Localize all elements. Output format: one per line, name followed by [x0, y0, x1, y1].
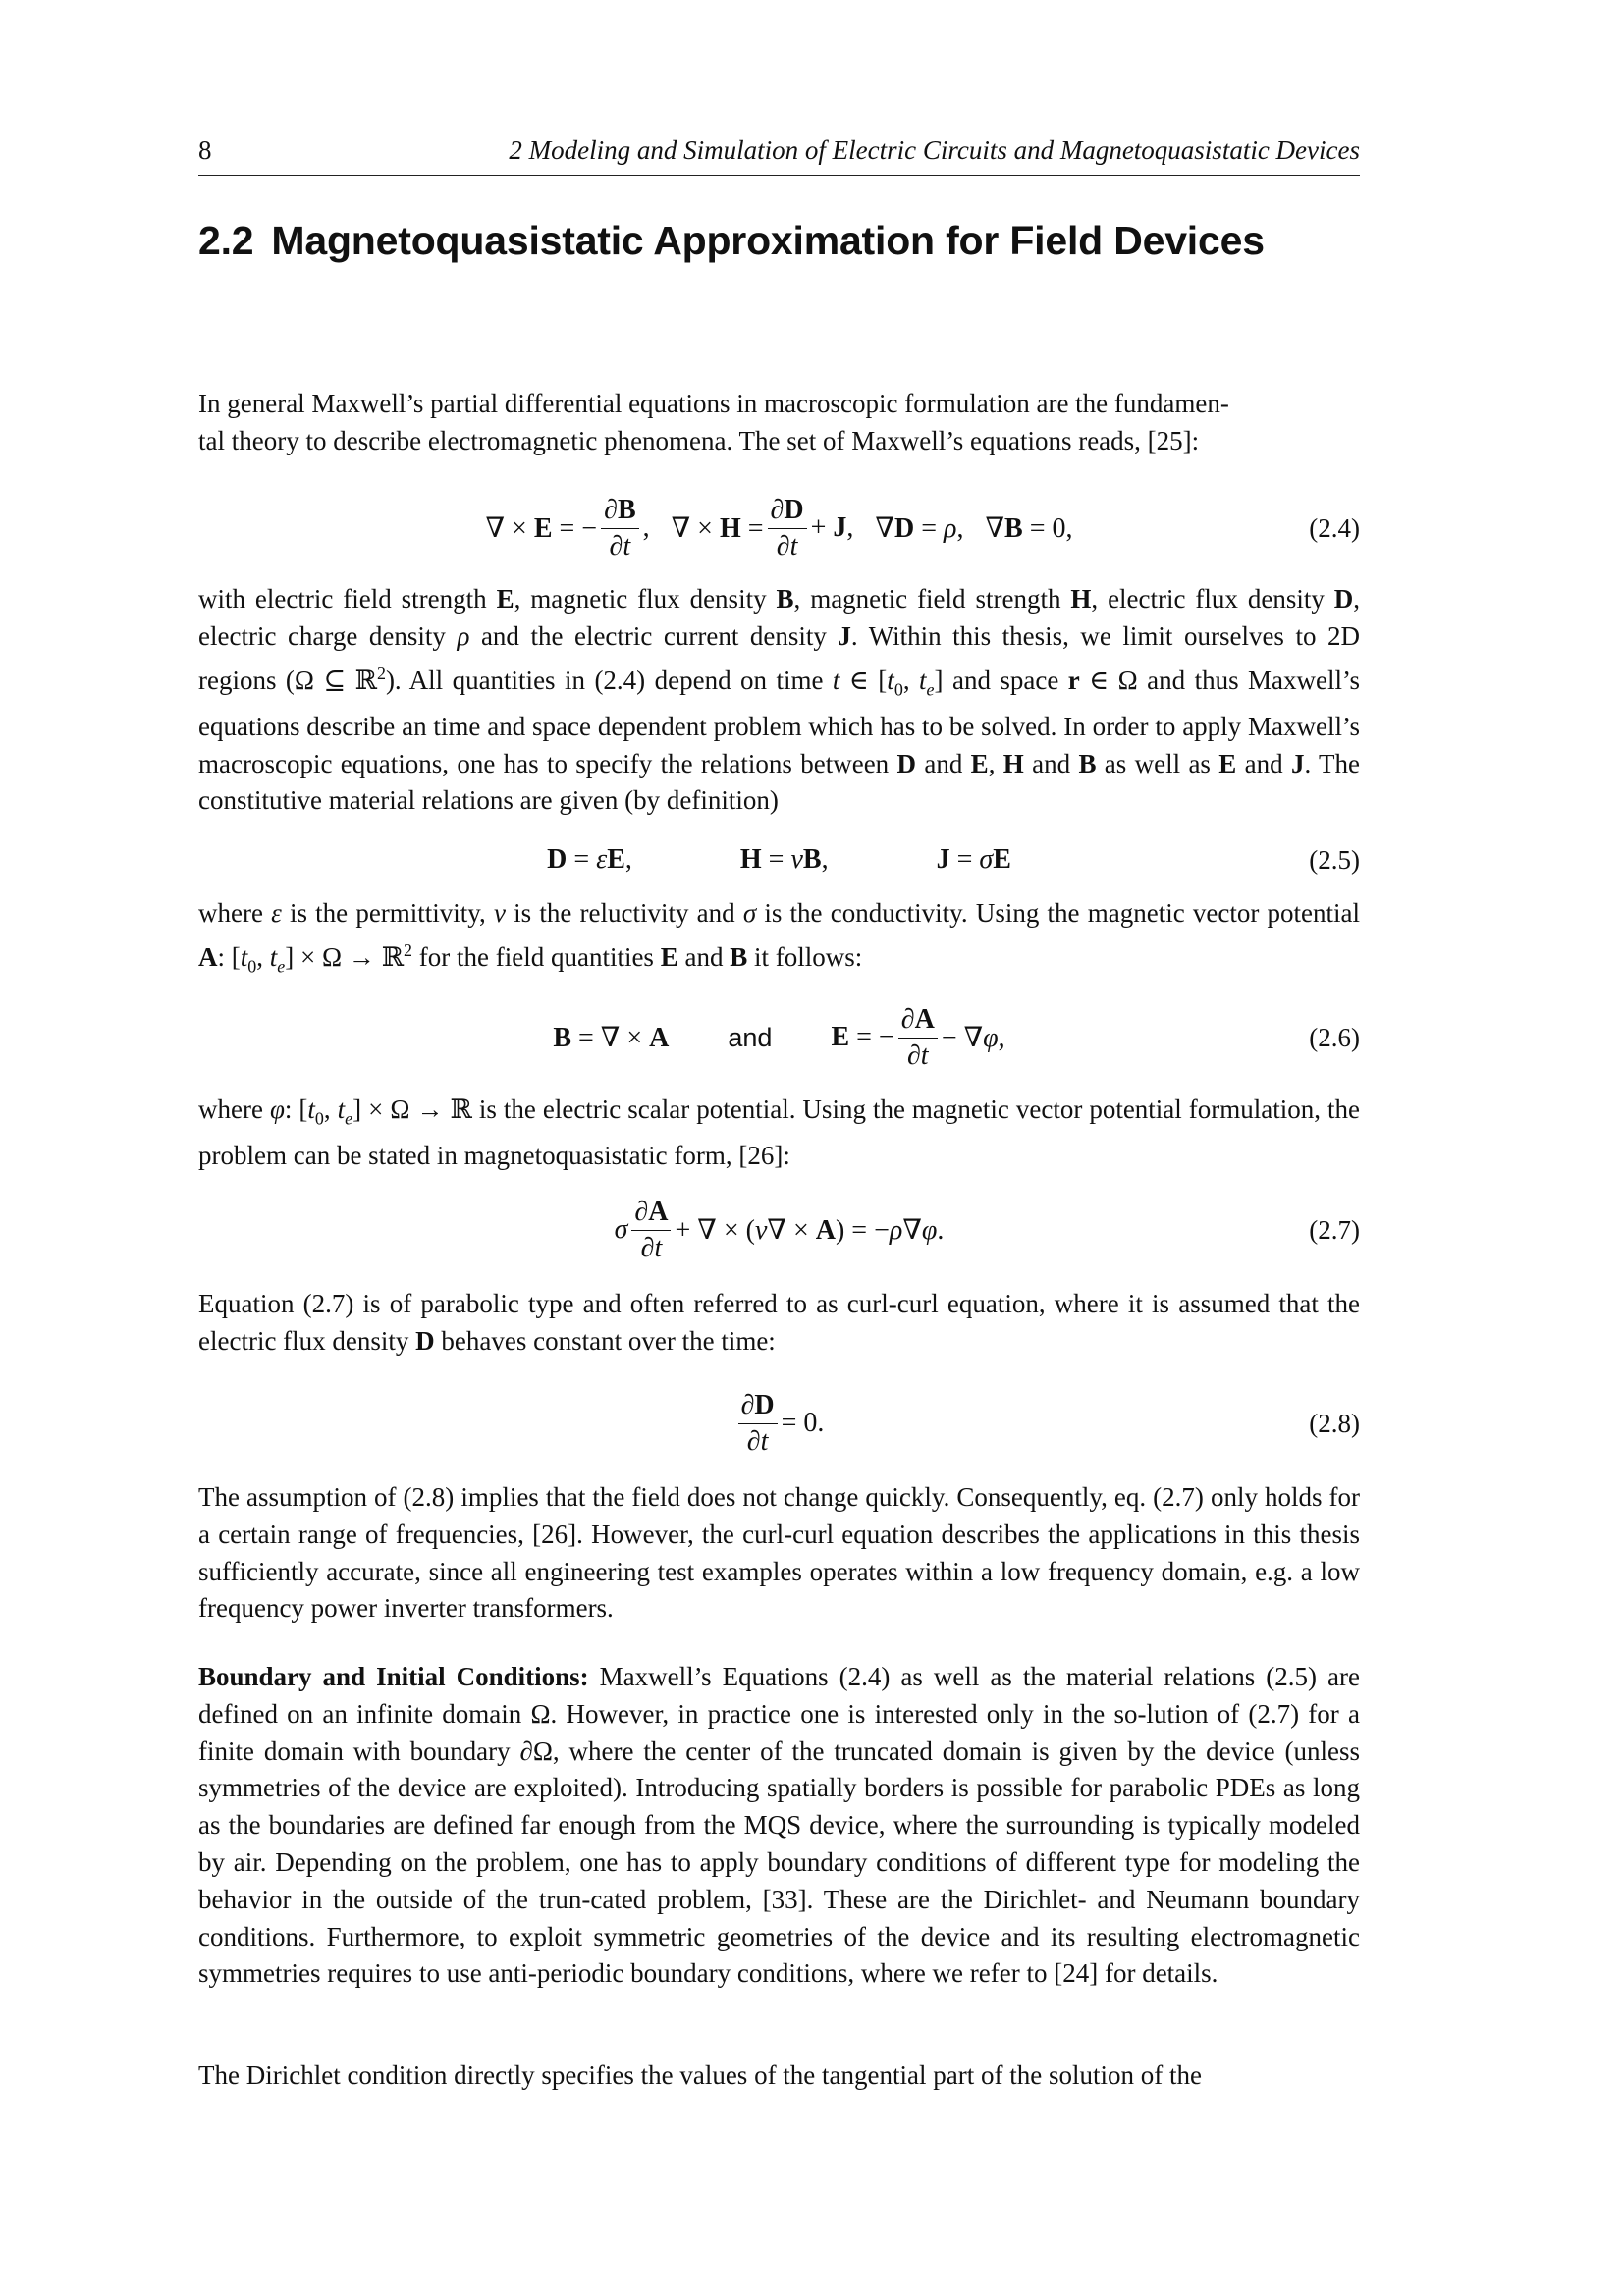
running-title: 2 Modeling and Simulation of Electric Circuits and Magnetoquasistatic Devices — [509, 135, 1360, 165]
paragraph-dirichlet: The Dirichlet condition directly specifies the values of the tangential part of the solution of the — [198, 2060, 1202, 2090]
section-heading — [198, 218, 1265, 264]
paragraph-assumption: The assumption of (2.8) implies that the field does not change quickly. Consequently, eq. (2.7) only holds for a certain range of frequencies, [26]. However, the curl-curl equation describes the applications in this thesis sufficiently accurate, since all engineering test examples operates within a low frequency domain, e.g. a low frequency power inverter transformers. — [198, 1482, 1360, 1624]
equation-2-6: B = ∇ × A and E = − $\frac{\partial A}{\partial t}$ − ∇φ, (2.6) — [553, 1003, 1360, 1071]
equation-2-7: σ $\frac{\partial A}{\partial t}$ + ∇ × (ν∇ × A) = −ρ∇φ. (2.7) — [614, 1196, 1360, 1263]
intro-line-1: In general Maxwell’s partial differential equations in macroscopic formulation are the fundamen- — [198, 389, 1229, 418]
equation-number: (2.7) — [1309, 1214, 1360, 1245]
equation-2-8: $\frac{\partial D}{\partial t}$ = 0. (2.8) — [198, 1384, 1360, 1463]
paragraph-curl-curl: Equation (2.7) is of parabolic type and often referred to as curl-curl equation, where it is assumed that the electric flux density D behaves constant over the time: — [198, 1289, 1360, 1356]
intro-line-2: tal theory to describe electromagnetic phenomena. The set of Maxwell’s equations reads, [25]: — [198, 425, 1200, 455]
running-header — [198, 135, 1360, 176]
paragraph-intro — [198, 386, 1360, 460]
equation-2-5: D = εE, H = νB, J = σE (2.5) — [547, 844, 1360, 875]
and-word: and — [728, 1022, 773, 1052]
page-number: 8 — [198, 135, 212, 165]
paragraph-boundary-conditions: Boundary and Initial Conditions: Maxwell’s Equations (2.4) as well as the material relations (2.5) are defined on an infinite domain Ω. However, in practice one is interested only in the so-lution of (2.7) for a finite domain with boundary ∂Ω, where the center of the truncated domain is given by the device (unless symmetries of the device are exploited). Introducing spatially borders is possible for parabolic PDEs as long as the boundaries are defined far enough from the MQS device, where the surrounding is typically modeled by air. Depending on the problem, one has to apply boundary conditions of different type for modeling the behavior in the outside of the trun-cated problem, [33]. These are the Dirichlet- and Neumann boundary conditions. Furthermore, to exploit symmetric geometries of the device and its resulting electromagnetic symmetries requires to use anti-periodic boundary conditions, where we refer to [24] for details. — [198, 1662, 1360, 1989]
paragraph-potential: where ε is the permittivity, ν is the reluctivity and σ is the conductivity. Using the magnetic vector potential A: [$t_0$, $t_e] \times \Omega$ → ℝ$^2$ for the field quantities E and B it follows: — [198, 898, 1360, 977]
paragraph-quantities: with electric field strength E, magnetic flux density B, magnetic field strength H, electric flux density D, electric charge density ρ and the electric current density J. Within this thesis, we limit ourselves to 2D regions (Ω ⊆ ℝ$^2$). All quantities in (2.4) depend on time t ∈ [$t_0$, $t_e$] and space r ∈ Ω and thus Maxwell’s equations describe an time and space dependent problem which has to be solved. In order to apply Maxwell’s macroscopic equations, one has to specify the relations between D and E, H and B as well as E and J. The constitutive material relations are given (by definition) — [198, 584, 1361, 816]
equation-2-4: ∇ × E = − $\frac{\partial B}{\partial t}$ , ∇ × H = $\frac{\partial D}{\partial t}$ + J, ∇D = ρ, ∇B = 0, (2.4) — [485, 494, 1360, 561]
equation-number: (2.5) — [1309, 844, 1360, 875]
boundary-heading: Boundary and Initial Conditions: — [198, 1662, 589, 1691]
equation-number: (2.8) — [1309, 1408, 1360, 1438]
section-number: 2.2 — [198, 218, 254, 263]
paragraph-scalar-potential: where φ: [$t_0$, $t_e] \times \Omega$ → ℝ is the electric scalar potential. Using the magnetic vector potential formulation, the problem can be stated in magnetoquasistatic form, [26]: — [198, 1095, 1360, 1171]
section-title: Magnetoquasistatic Approximation for Field Devices — [271, 218, 1265, 263]
equation-number: (2.4) — [1309, 512, 1360, 543]
equation-number: (2.6) — [1309, 1022, 1360, 1052]
